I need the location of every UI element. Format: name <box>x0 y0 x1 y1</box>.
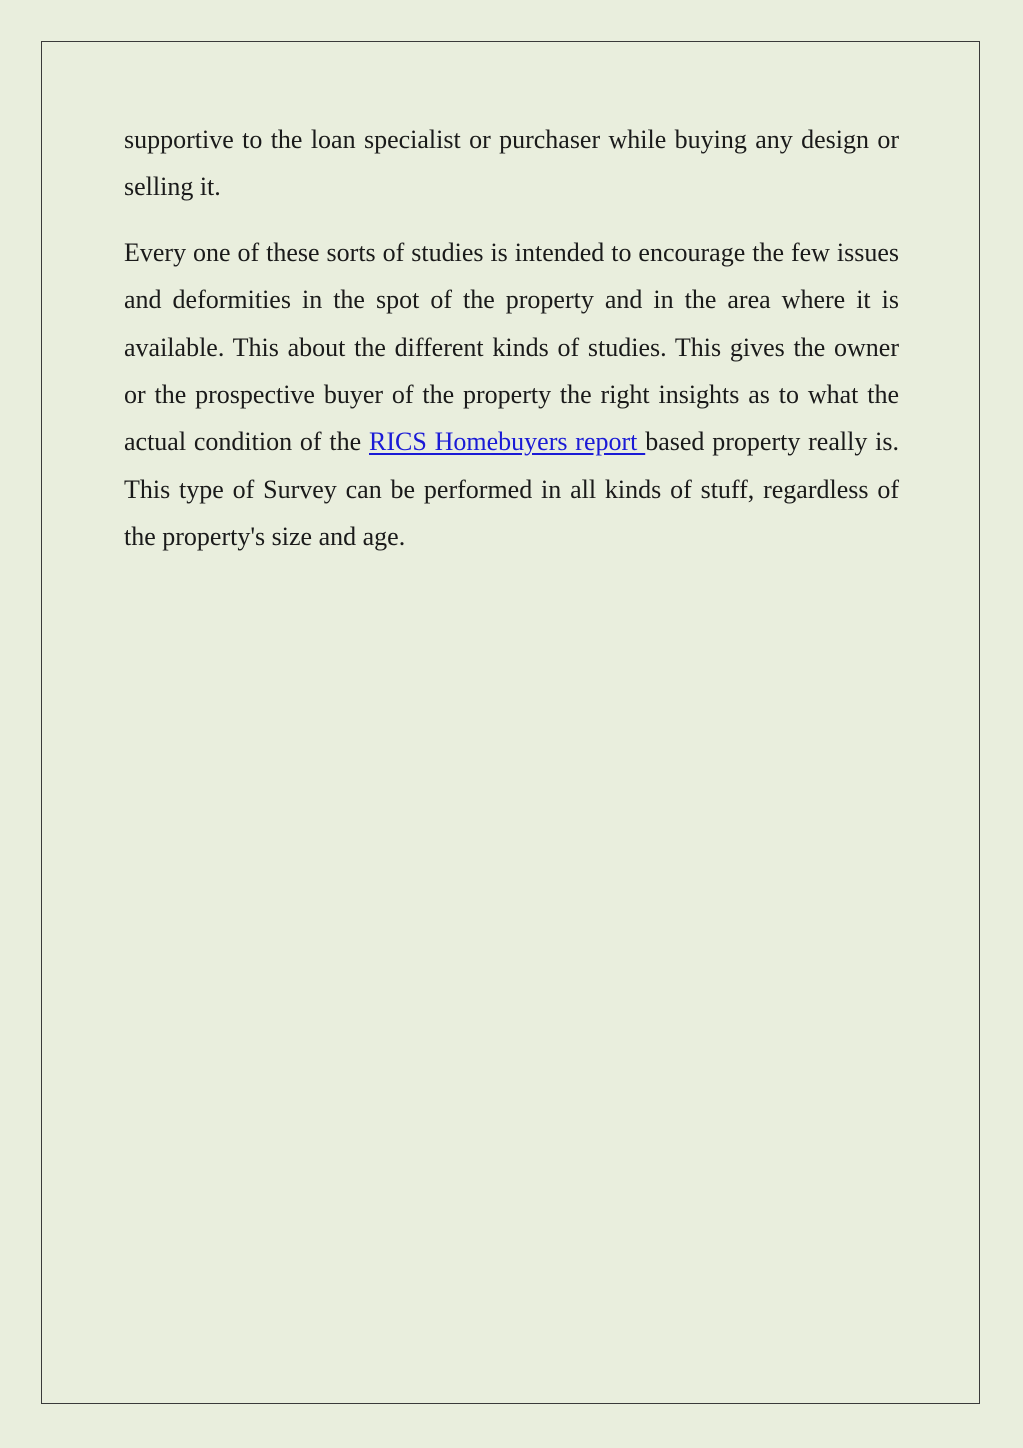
paragraph-1: supportive to the loan specialist or purchaser while buying any design or selling it. <box>124 125 899 202</box>
document-body <box>124 116 899 561</box>
rics-homebuyers-report-link[interactable]: RICS Homebuyers report <box>369 427 646 457</box>
paragraph-2-text-before-link: Every one of these sorts of studies is intended to encourage the few issues and deformities in the spot of the property and in the area where it is available. This about the different kinds of studies. This gives the owner or the prospective buyer of the property the right insights as to what the actual condition of the <box>124 237 899 457</box>
paragraph-2-text-after-link: based property really is. This type of Survey can be performed in all kinds of stuff, regardless of the property's size and age. <box>124 427 899 552</box>
paragraph-2 <box>124 229 899 561</box>
